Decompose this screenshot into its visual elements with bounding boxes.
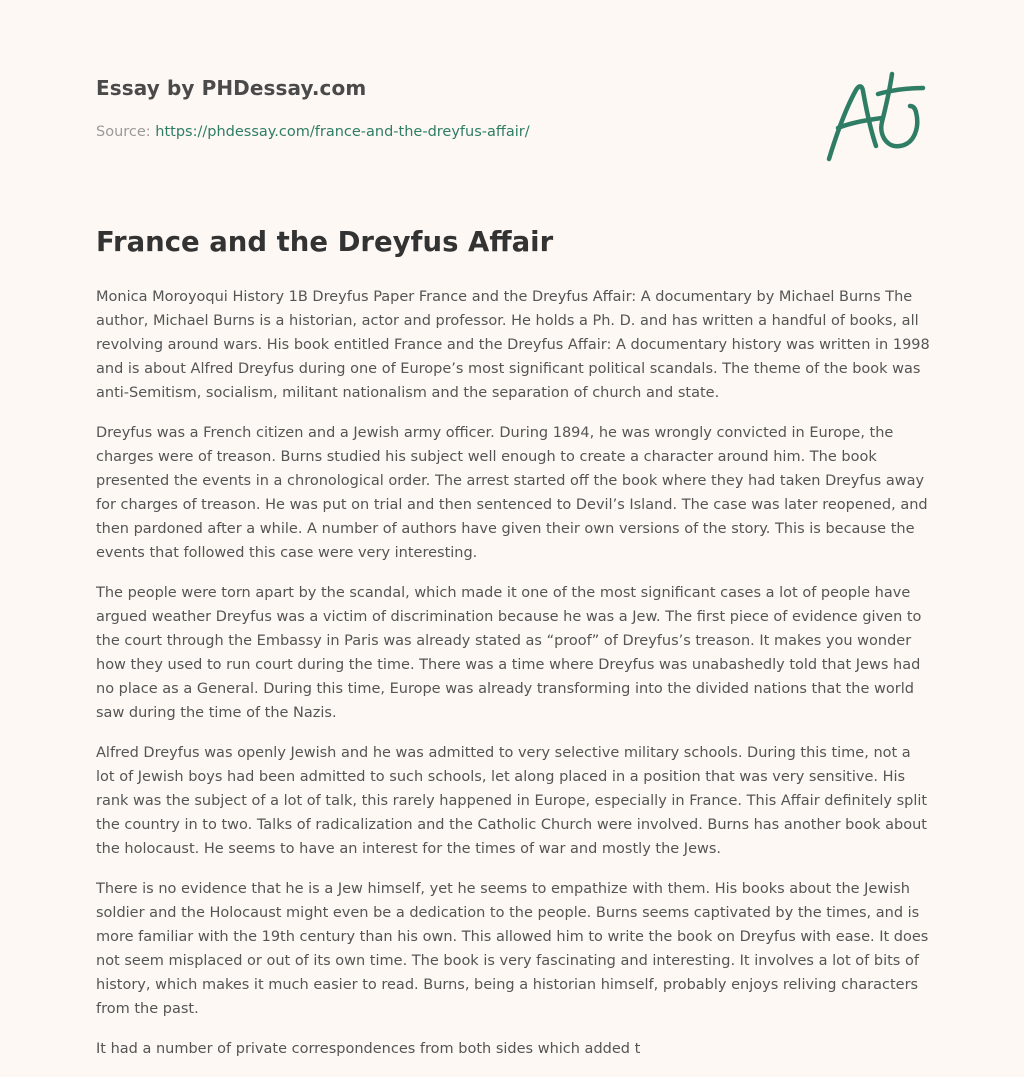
paragraph: Alfred Dreyfus was openly Jewish and he was admitted to very selective military schools. During this time, not a lot of Jewish boys had been admitted to such schools, let along placed in a position that was very sensitive. His rank was the subject of a lot of talk, this rarely happened in Europe, especially in France. This Affair definitely split the country in to two. Talks of radicalization and the Catholic Church were involved. Burns has another book about the holocaust. He seems to have an interest for the times of war and mostly the Jews. <box>96 745 928 857</box>
paragraph: Dreyfus was a French citizen and a Jewish army officer. During 1894, he was wrongly convicted in Europe, the charges were of treason. Burns studied his subject well enough to create a character around him. The book presented the events in a chronological order. The arrest started off the book where they had taken Dreyfus away for charges of treason. He was put on trial and then sentenced to Devil’s Island. The case was later reopened, and then pardoned after a while. A number of authors have given their own versions of the story. This is because the events that followed this case were very interesting. <box>96 425 928 561</box>
article-body <box>96 285 930 1077</box>
brand-title: Essay by PHDessay.com <box>96 76 367 100</box>
source-line <box>96 124 530 140</box>
a-plus-logo-icon <box>820 66 930 166</box>
article-title: France and the Dreyfus Affair <box>96 226 554 258</box>
paragraph: The people were torn apart by the scandal, which made it one of the most significant cases a lot of people have argued weather Dreyfus was a victim of discrimination because he was a Jew. The first piece of evidence given to the court through the Embassy in Paris was already stated as “proof” of Dreyfus’s treason. It makes you wonder how they used to run court during the time. There was a time where Dreyfus was unabashedly told that Jews had no place as a General. During this time, Europe was already transforming into the divided nations that the world saw during the time of the Nazis. <box>96 585 922 721</box>
paragraph: It had a number of private correspondences from both sides which added t <box>96 1041 641 1057</box>
page-header <box>96 76 530 140</box>
source-link[interactable]: https://phdessay.com/france-and-the-dreyfus-affair/ <box>155 124 530 140</box>
source-label: Source: <box>96 124 151 140</box>
paragraph: There is no evidence that he is a Jew himself, yet he seems to empathize with them. His books about the Jewish soldier and the Holocaust might even be a dedication to the people. Burns seems captivated by the times, and is more familiar with the 19th century than his own. This allowed him to write the book on Dreyfus with ease. It does not seem misplaced or out of its own time. The book is very fascinating and interesting. It involves a lot of bits of history, which makes it much easier to read. Burns, being a historian himself, probably enjoys reliving characters from the past. <box>96 881 929 1017</box>
paragraph: Monica Moroyoqui History 1B Dreyfus Paper France and the Dreyfus Affair: A documentary by Michael Burns The author, Michael Burns is a historian, actor and professor. He holds a Ph. D. and has written a handful of books, all revolving around wars. His book entitled France and the Dreyfus Affair: A documentary history was written in 1998 and is about Alfred Dreyfus during one of Europe’s most significant political scandals. The theme of the book was anti-Semitism, socialism, militant nationalism and the separation of church and state. <box>96 289 930 401</box>
